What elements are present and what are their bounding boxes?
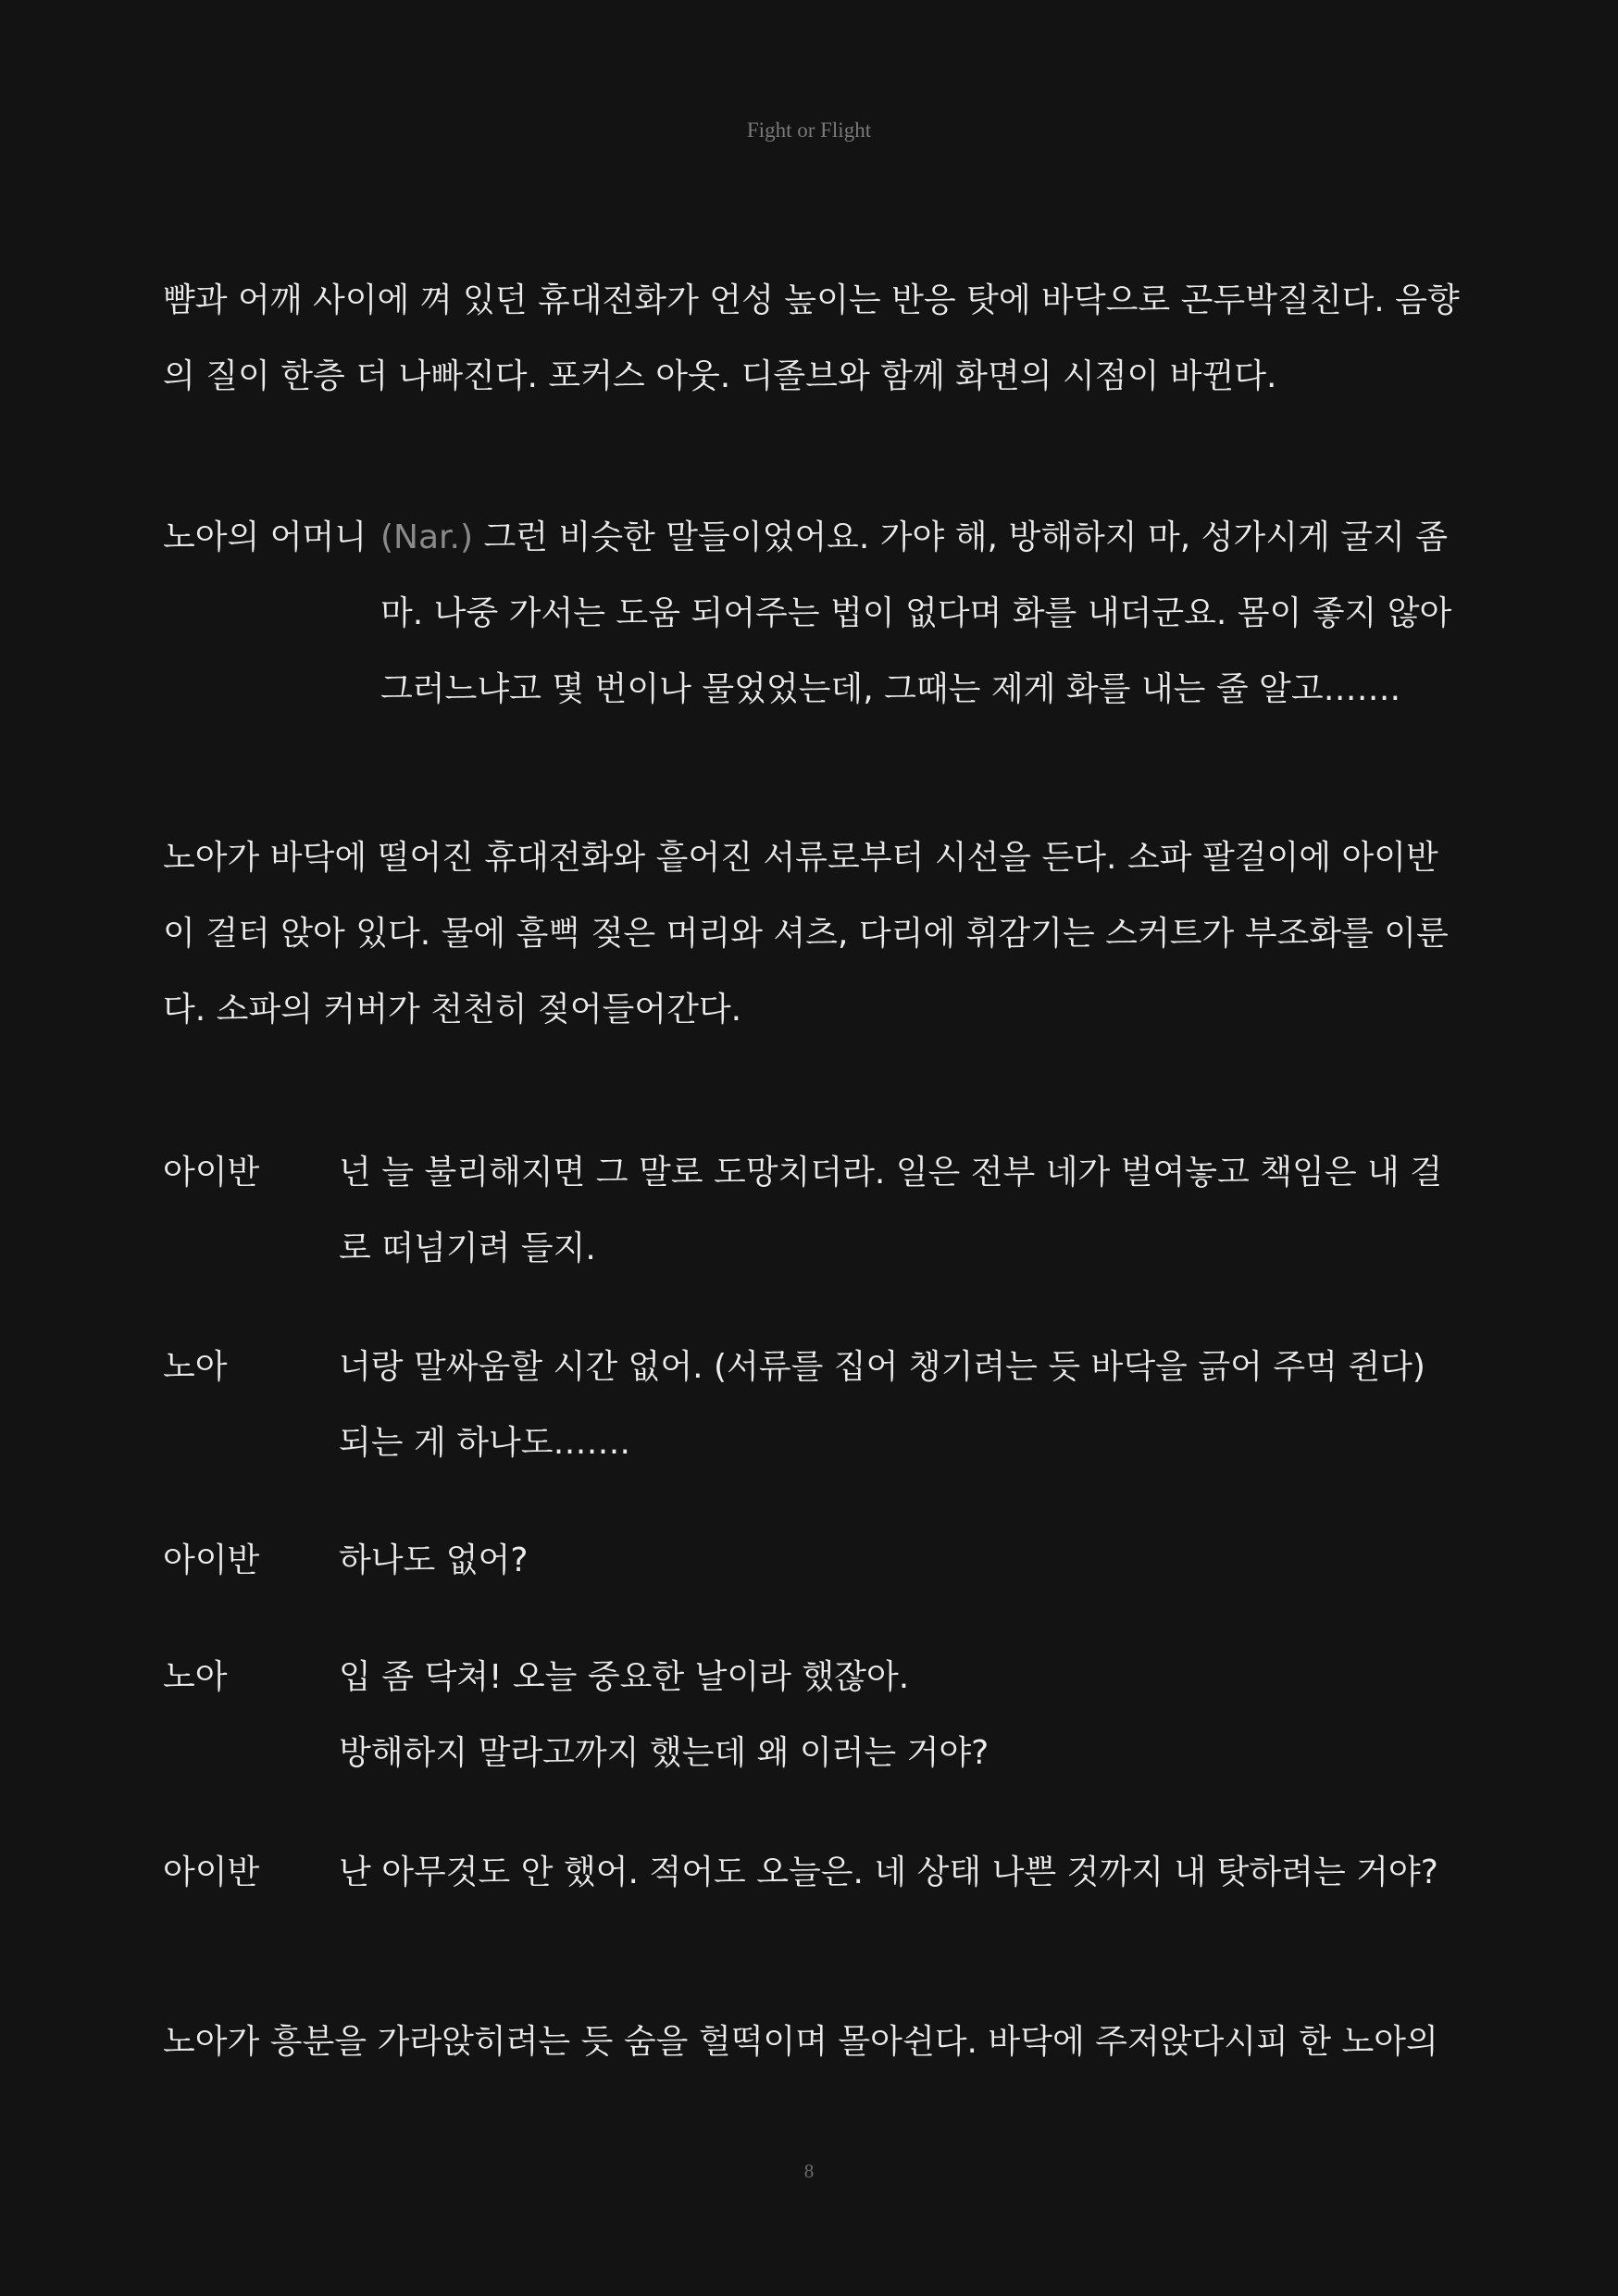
speech-fragment: 그런 비슷한 말들이었어요. 가야 해, 방해하지 마, 성가시게 굴지 좀 [473, 518, 1448, 556]
speaker-name: 노아 [163, 1348, 228, 1386]
dialogue-entry [163, 1835, 1459, 1911]
text-line: 이 걸터 앉아 있다. 물에 흠뻑 젖은 머리와 셔츠, 다리에 휘감기는 스커트가 부조화를 이룬 [163, 915, 1449, 953]
text-line: 난 아무것도 안 했어. 적어도 오늘은. 네 상태 나쁜 것까지 내 탓하려는 거야? [339, 1853, 1438, 1891]
speaker-name: 아이반 [163, 1154, 260, 1192]
text-line: 뺨과 어깨 사이에 껴 있던 휴대전화가 언성 높이는 반응 탓에 바닥으로 곤두박질친다. 음향 [163, 281, 1460, 319]
text-line: 노아가 흥분을 가라앉히려는 듯 숨을 헐떡이며 몰아쉰다. 바닥에 주저앉다시피 한 노아의 [163, 2023, 1438, 2061]
dialogue-entry [163, 1329, 1459, 1481]
speech-text [339, 1835, 1438, 1911]
narration-paragraph [163, 2004, 1459, 2080]
text-line: 하나도 없어? [339, 1541, 529, 1579]
narration-paragraph [163, 820, 1459, 1048]
text-line: 입 좀 닥쳐! 오늘 중요한 날이라 했잖아. [339, 1658, 910, 1696]
speech-text [339, 1523, 528, 1599]
dialogue-entry [163, 1523, 1459, 1599]
dialogue-entry [163, 1640, 1459, 1791]
running-header: Fight or Flight [746, 119, 872, 142]
speaker-name: 아이반 [163, 1541, 260, 1579]
speaker-name: 아이반 [163, 1853, 260, 1891]
text-line: 방해하지 말라고까지 했는데 왜 이러는 거야? [339, 1734, 989, 1772]
text-line: 노아가 바닥에 떨어진 휴대전화와 흩어진 서류로부터 시선을 든다. 소파 팔걸이에 아이반 [163, 839, 1438, 877]
speech-text [380, 500, 1451, 728]
narration-paragraph [163, 263, 1459, 415]
speech-text [339, 1640, 989, 1791]
dialogue-mother [163, 500, 1459, 728]
speaker-name: 노아의 어머니 [163, 518, 367, 556]
text-line: 되는 게 하나도……. [339, 1424, 630, 1462]
text-line [380, 500, 1451, 576]
dialogue-entry [163, 1135, 1459, 1287]
text-line: 다. 소파의 커버가 천천히 젖어들어간다. [163, 991, 742, 1029]
text-line: 넌 늘 불리해지면 그 말로 도망치더라. 일은 전부 네가 벌여놓고 책임은 내 걸 [339, 1154, 1443, 1192]
text-line: 의 질이 한층 더 나빠진다. 포커스 아웃. 디졸브와 함께 화면의 시점이 바뀐다. [163, 357, 1277, 395]
speaker-name: 노아 [163, 1658, 228, 1696]
page-number: 8 [803, 2160, 815, 2182]
narration-tag: (Nar.) [380, 518, 474, 556]
text-line: 로 떠넘기려 들지. [339, 1229, 596, 1267]
speech-text [339, 1329, 1425, 1481]
text-line: 너랑 말싸움할 시간 없어. (서류를 집어 챙기려는 듯 바닥을 긁어 주먹 쥔다) [339, 1348, 1425, 1386]
speech-text [339, 1135, 1442, 1287]
text-line: 마. 나중 가서는 도움 되어주는 법이 없다며 화를 내더군요. 몸이 좋지 않아 [380, 594, 1452, 632]
text-line: 그러느냐고 몇 번이나 물었었는데, 그때는 제게 화를 내는 줄 알고……. [380, 670, 1401, 708]
